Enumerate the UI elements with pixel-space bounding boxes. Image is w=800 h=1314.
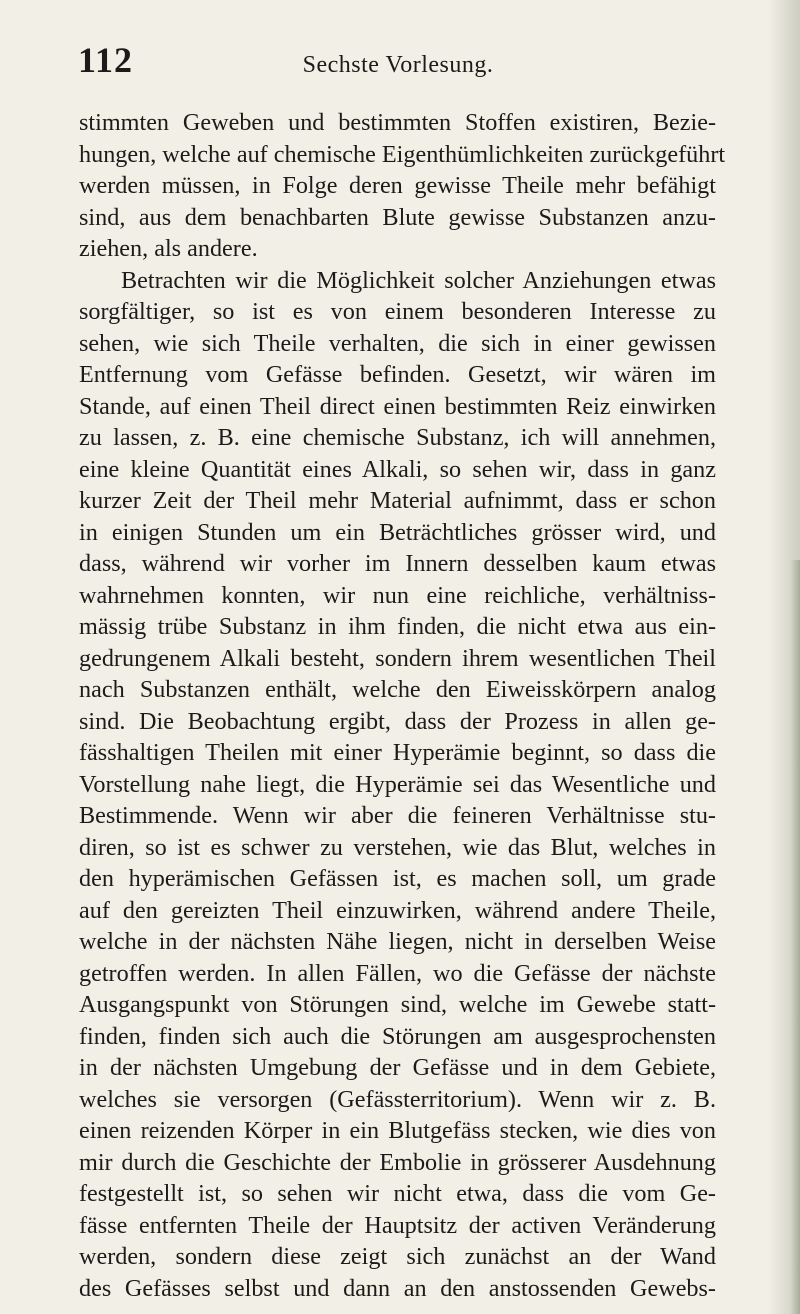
- text-line: welches sie versorgen (Gefässterritorium). Wenn wir z. B.: [79, 1085, 716, 1113]
- text-line: zu lassen, z. B. eine chemische Substanz, ich will annehmen,: [79, 424, 716, 451]
- text-line: eine kleine Quantität eines Alkali, so sehen wir, dass in ganz: [79, 455, 716, 483]
- text-line: stimmten Geweben und bestimmten Stoffen existiren, Bezie-: [79, 109, 716, 136]
- text-line: in einigen Stunden um ein Beträchtliches grösser wird, und: [79, 518, 716, 546]
- text-line: den hyperämischen Gefässen ist, es machen soll, um grade: [79, 865, 716, 892]
- text-line: sind, aus dem benachbarten Blute gewisse Substanzen anzu-: [79, 203, 716, 231]
- text-line: fässhaltigen Theilen mit einer Hyperämie beginnt, so dass die: [79, 739, 716, 766]
- text-line: wahrnehmen konnten, wir nun eine reichliche, verhältniss-: [79, 581, 716, 609]
- page-number: 112: [78, 40, 134, 80]
- text-line: gedrungenem Alkali besteht, sondern ihrem wesentlichen Theil: [79, 644, 716, 672]
- running-title: Sechste Vorlesung.: [302, 52, 494, 78]
- text-line: Betrachten wir die Möglichkeit solcher Anziehungen etwas: [121, 266, 716, 294]
- text-line: mässig trübe Substanz in ihm finden, die nicht etwa aus ein-: [79, 613, 716, 640]
- text-line: getroffen werden. In allen Fällen, wo die Gefässe der nächste: [79, 959, 716, 987]
- text-line: sehen, wie sich Theile verhalten, die sich in einer gewissen: [79, 329, 716, 357]
- text-line: werden müssen, in Folge deren gewisse Theile mehr befähigt: [79, 172, 716, 199]
- text-line: auf den gereizten Theil einzuwirken, während andere Theile,: [79, 896, 716, 924]
- text-line: in der nächsten Umgebung der Gefässe und in dem Gebiete,: [79, 1054, 716, 1081]
- page-header: [78, 40, 718, 90]
- text-line: Entfernung vom Gefässe befinden. Gesetzt, wir wären im: [79, 361, 716, 388]
- text-line: kurzer Zeit der Theil mehr Material aufnimmt, dass er schon: [79, 487, 716, 514]
- text-line: Stande, auf einen Theil direct einen bestimmten Reiz einwirken: [79, 392, 716, 420]
- text-line: werden, sondern diese zeigt sich zunächst an der Wand: [79, 1243, 716, 1270]
- text-line: finden, finden sich auch die Störungen am ausgesprochensten: [79, 1022, 716, 1050]
- text-line: ziehen, als andere.: [79, 235, 258, 262]
- text-line: Bestimmende. Wenn wir aber die feineren Verhältnisse stu-: [79, 802, 716, 829]
- body-text: [79, 107, 726, 1304]
- text-line: mir durch die Geschichte der Embolie in grösserer Ausdehnung: [79, 1148, 716, 1176]
- page-edge-shadow: [790, 560, 800, 1314]
- text-line: diren, so ist es schwer zu verstehen, wie das Blut, welches in: [79, 833, 716, 861]
- text-line: des Gefässes selbst und dann an den anstossenden Gewebs-: [79, 1274, 716, 1302]
- text-line: sorgfältiger, so ist es von einem besonderen Interesse zu: [79, 298, 716, 325]
- text-line: nach Substanzen enthält, welche den Eiweisskörpern analog: [79, 676, 716, 703]
- text-line: Ausgangspunkt von Störungen sind, welche im Gewebe statt-: [79, 991, 716, 1018]
- text-line: Vorstellung nahe liegt, die Hyperämie sei das Wesentliche und: [79, 770, 716, 798]
- text-line: einen reizenden Körper in ein Blutgefäss stecken, wie dies von: [79, 1117, 716, 1144]
- text-line: fässe entfernten Theile der Hauptsitz der activen Veränderung: [79, 1211, 716, 1239]
- text-line: dass, während wir vorher im Innern desselben kaum etwas: [79, 550, 716, 577]
- text-line: sind. Die Beobachtung ergibt, dass der Prozess in allen ge-: [79, 707, 716, 735]
- text-line: festgestellt ist, so sehen wir nicht etwa, dass die vom Ge-: [79, 1180, 716, 1207]
- text-line: hungen, welche auf chemische Eigenthümlichkeiten zurückgeführt: [79, 140, 726, 168]
- text-line: welche in der nächsten Nähe liegen, nicht in derselben Weise: [79, 928, 716, 955]
